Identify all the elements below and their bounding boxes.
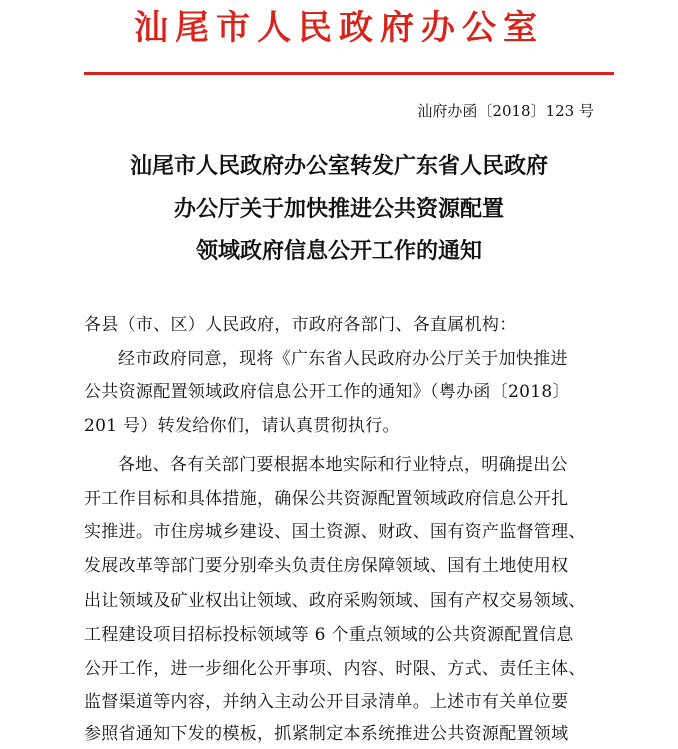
paragraph-2-line: 出让领域及矿业权出让领域、政府采购领域、国有产权交易领域、	[84, 591, 586, 611]
paragraph-2-line: 公开工作，进一步细化公开事项、内容、时限、方式、责任主体、	[84, 659, 586, 679]
paragraph-1-line: 201 号）转发给你们，请认真贯彻执行。	[84, 416, 400, 436]
title-line-1: 汕尾市人民政府办公室转发广东省人民政府	[129, 153, 548, 179]
paragraph-2-line: 发展改革等部门要分别牵头负责住房保障领域、国有土地使用权	[84, 556, 569, 576]
paragraph-2-line: 参照省通知下发的模板，抓紧制定本系统推进公共资源配置领域	[84, 724, 569, 744]
document-number: 汕府办函〔2018〕123 号	[417, 102, 594, 120]
paragraph-2-line: 各地、各有关部门要根据本地实际和行业特点，明确提出公	[118, 455, 568, 475]
paragraph-1-line: 公共资源配置领域政府信息公开工作的通知》（粤办函〔2018〕	[84, 382, 570, 402]
salutation: 各县（市、区）人民政府，市政府各部门、各直属机构：	[84, 315, 517, 335]
title-line-2: 办公厅关于加快推进公共资源配置	[173, 196, 504, 222]
paragraph-2-line: 工程建设项目招标投标领域等 6 个重点领域的公共资源配置信息	[84, 625, 574, 645]
title-line-3: 领域政府信息公开工作的通知	[195, 238, 482, 264]
paragraph-2-line: 监督渠道等内容，并纳入主动公开目录清单。上述市有关单位要	[84, 692, 569, 712]
paragraph-1-line: 经市政府同意，现将《广东省人民政府办公厅关于加快推进	[118, 349, 568, 369]
paragraph-2-line: 开工作目标和具体措施，确保公共资源配置领域政府信息公开扎	[84, 489, 569, 509]
paragraph-2-line: 实推进。市住房城乡建设、国土资源、财政、国有资产监督管理、	[84, 522, 586, 542]
issuing-office-header: 汕尾市人民政府办公室	[134, 8, 544, 48]
red-header-rule	[84, 72, 614, 75]
